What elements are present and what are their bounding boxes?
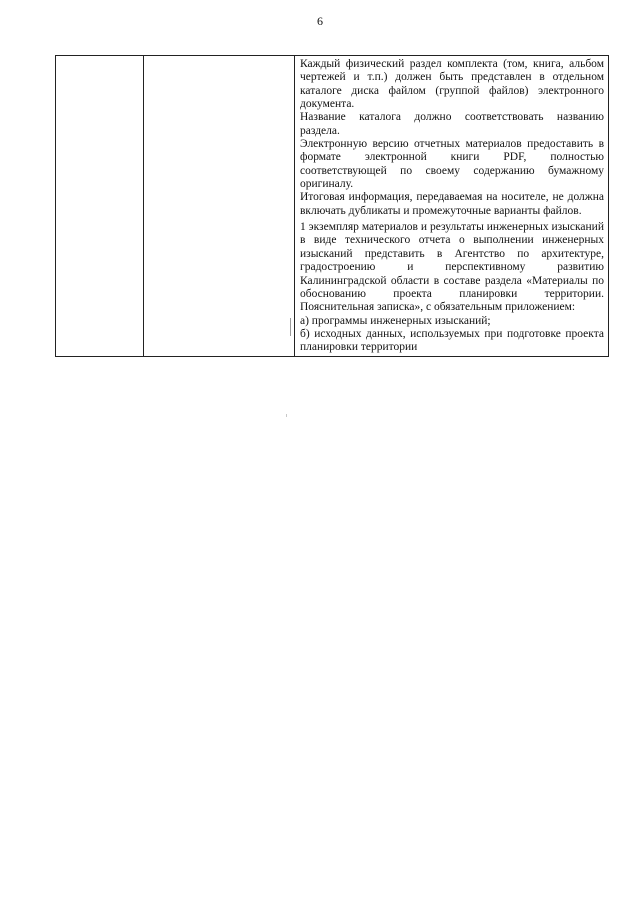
scan-artifact-dot bbox=[286, 414, 287, 417]
table-cell-requirements bbox=[295, 56, 609, 357]
table-cell-item bbox=[144, 56, 295, 357]
paragraph-electronic-version: Электронную версию отчетных материалов предоставить в формате электронной книги PDF, полностью соответствующей по своему содержанию бумажному оригиналу. bbox=[300, 138, 604, 191]
requirements-table bbox=[55, 55, 609, 357]
table-cell-number bbox=[56, 56, 144, 357]
scan-artifact-mark bbox=[290, 318, 291, 336]
paragraph-catalog-name: Название каталога должно соответствовать названию раздела. bbox=[300, 111, 604, 137]
cell-item-text bbox=[144, 56, 294, 59]
paragraph-survey-program: а) программы инженерных изысканий; bbox=[300, 314, 491, 327]
paragraph-survey-copy: 1 экземпляр материалов и результаты инженерных изысканий в виде технического отчета о выполнении инженерных изысканий представить в Агентство по архитектуре, градостроению и перспективному развитию Калининградской области в составе раздела «Материалы по обоснованию проекта планировки территории. Пояснительная записка», с обязательным приложением: bbox=[300, 221, 604, 314]
table-row bbox=[56, 56, 609, 357]
requirements-text bbox=[295, 56, 608, 356]
page-number: 6 bbox=[317, 14, 323, 28]
cell-number-text bbox=[56, 56, 143, 59]
paragraph-physical-section: Каждый физический раздел комплекта (том, книга, альбом чертежей и т.п.) должен быть представлен в отдельном каталоге диска файлом (группой файлов) электронного документа. bbox=[300, 58, 604, 111]
paragraph-final-info: Итоговая информация, передаваемая на носителе, не должна включать дубликаты и промежуточные варианты файлов. bbox=[300, 191, 604, 217]
paragraph-source-data: б) исходных данных, используемых при подготовке проекта планировки территории bbox=[300, 327, 604, 354]
